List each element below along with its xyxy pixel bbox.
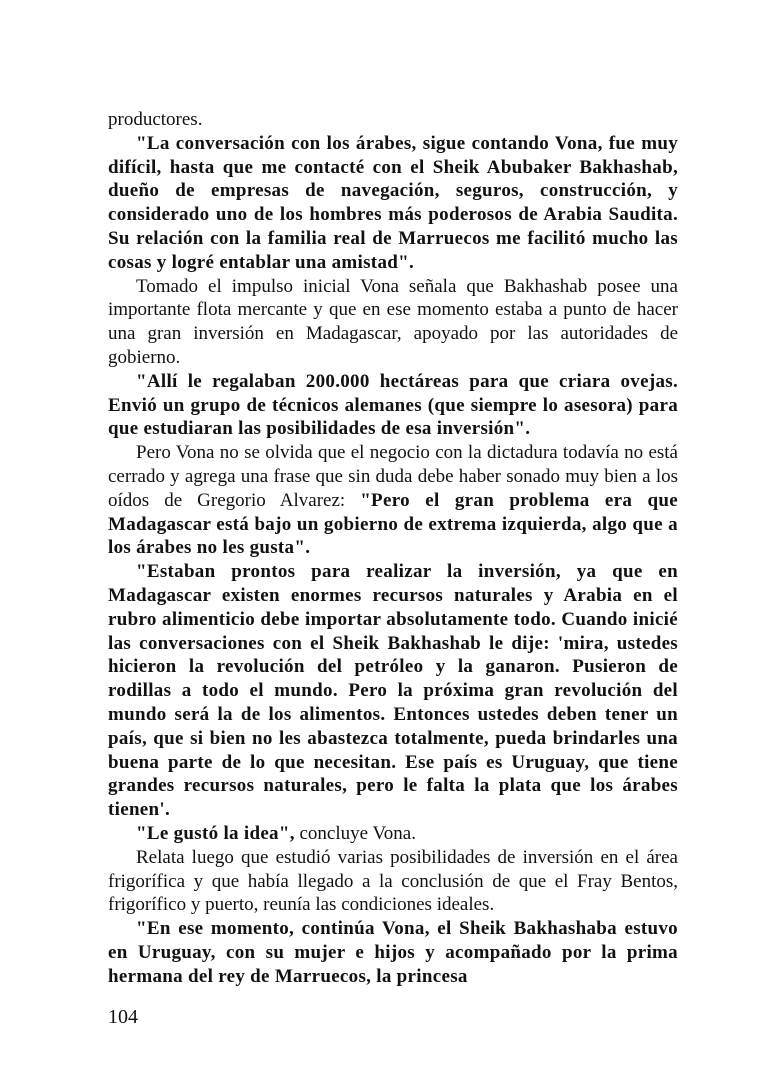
body-text: [108, 108, 678, 988]
paragraph-5-plain: Pero Vona no se olvida que el negocio con la dictadura todavía no está cerrado y agrega una frase que sin duda debe haber sonado muy bien a los oídos de Gregorio Alvarez:: [108, 442, 678, 511]
paragraph-7: [108, 822, 678, 846]
paragraph-5: [108, 441, 678, 560]
paragraph-2: "La conversación con los árabes, sigue contando Vona, fue muy difícil, hasta que me contacté con el Sheik Abubaker Bakhashab, dueño de empresas de navegación, seguros, construcción, y considerado uno de los hombres más poderosos de Arabia Saudita. Su relación con la familia real de Marruecos me facilitó mucho las cosas y logré entablar una amistad".: [108, 132, 678, 273]
paragraph-4: "Allí le regalaban 200.000 hectáreas para que criara ovejas. Envió un grupo de técnicos alemanes (que siempre lo asesora) para que estudiaran las posibilidades de esa inversión".: [108, 370, 678, 440]
paragraph-8: Relata luego que estudió varias posibilidades de inversión en el área frigorífica y que había llegado a la conclusión de que el Fray Bentos, frigorífico y puerto, reunía las condiciones ideales.: [108, 846, 678, 916]
paragraph-6: "Estaban prontos para realizar la inversión, ya que en Madagascar existen enormes recursos naturales y Arabia en el rubro alimenticio debe importar absolutamente todo. Cuando inicié las conversaciones con el Sheik Bakhashab le dije: 'mira, ustedes hicieron la revolución del petróleo y la ganaron. Pusieron de rodillas a todo el mundo. Pero la próxima gran revolución del mundo será la de los alimentos. Entonces ustedes deben tener un país, que si bien no les abastezca totalmente, pueda brindarles una buena parte de lo que necesitan. Ese país es Uruguay, que tiene grandes recursos naturales, pero le falta la plata que los árabes tienen'.: [108, 561, 678, 821]
paragraph-5-bold: "Pero el gran problema era que Madagascar está bajo un gobierno de extrema izquierda, algo que a los árabes no les gusta".: [108, 489, 678, 559]
paragraph-7-plain: concluye Vona.: [294, 822, 416, 844]
paragraph-7-bold: "Le gustó la idea",: [136, 822, 295, 844]
page-number: 104: [108, 1006, 138, 1028]
paragraph-3: Tomado el impulso inicial Vona señala que Bakhashab posee una importante flota mercante y que en ese momento estaba a punto de hacer una gran inversión en Madagascar, apoyado por las autoridades de gobierno.: [108, 275, 678, 368]
paragraph-1: productores.: [108, 109, 203, 130]
paragraph-9: "En ese momento, continúa Vona, el Sheik Bakhashaba estuvo en Uruguay, con su mujer e hijos y acompañado por la prima hermana del rey de Marruecos, la princesa: [108, 918, 678, 987]
